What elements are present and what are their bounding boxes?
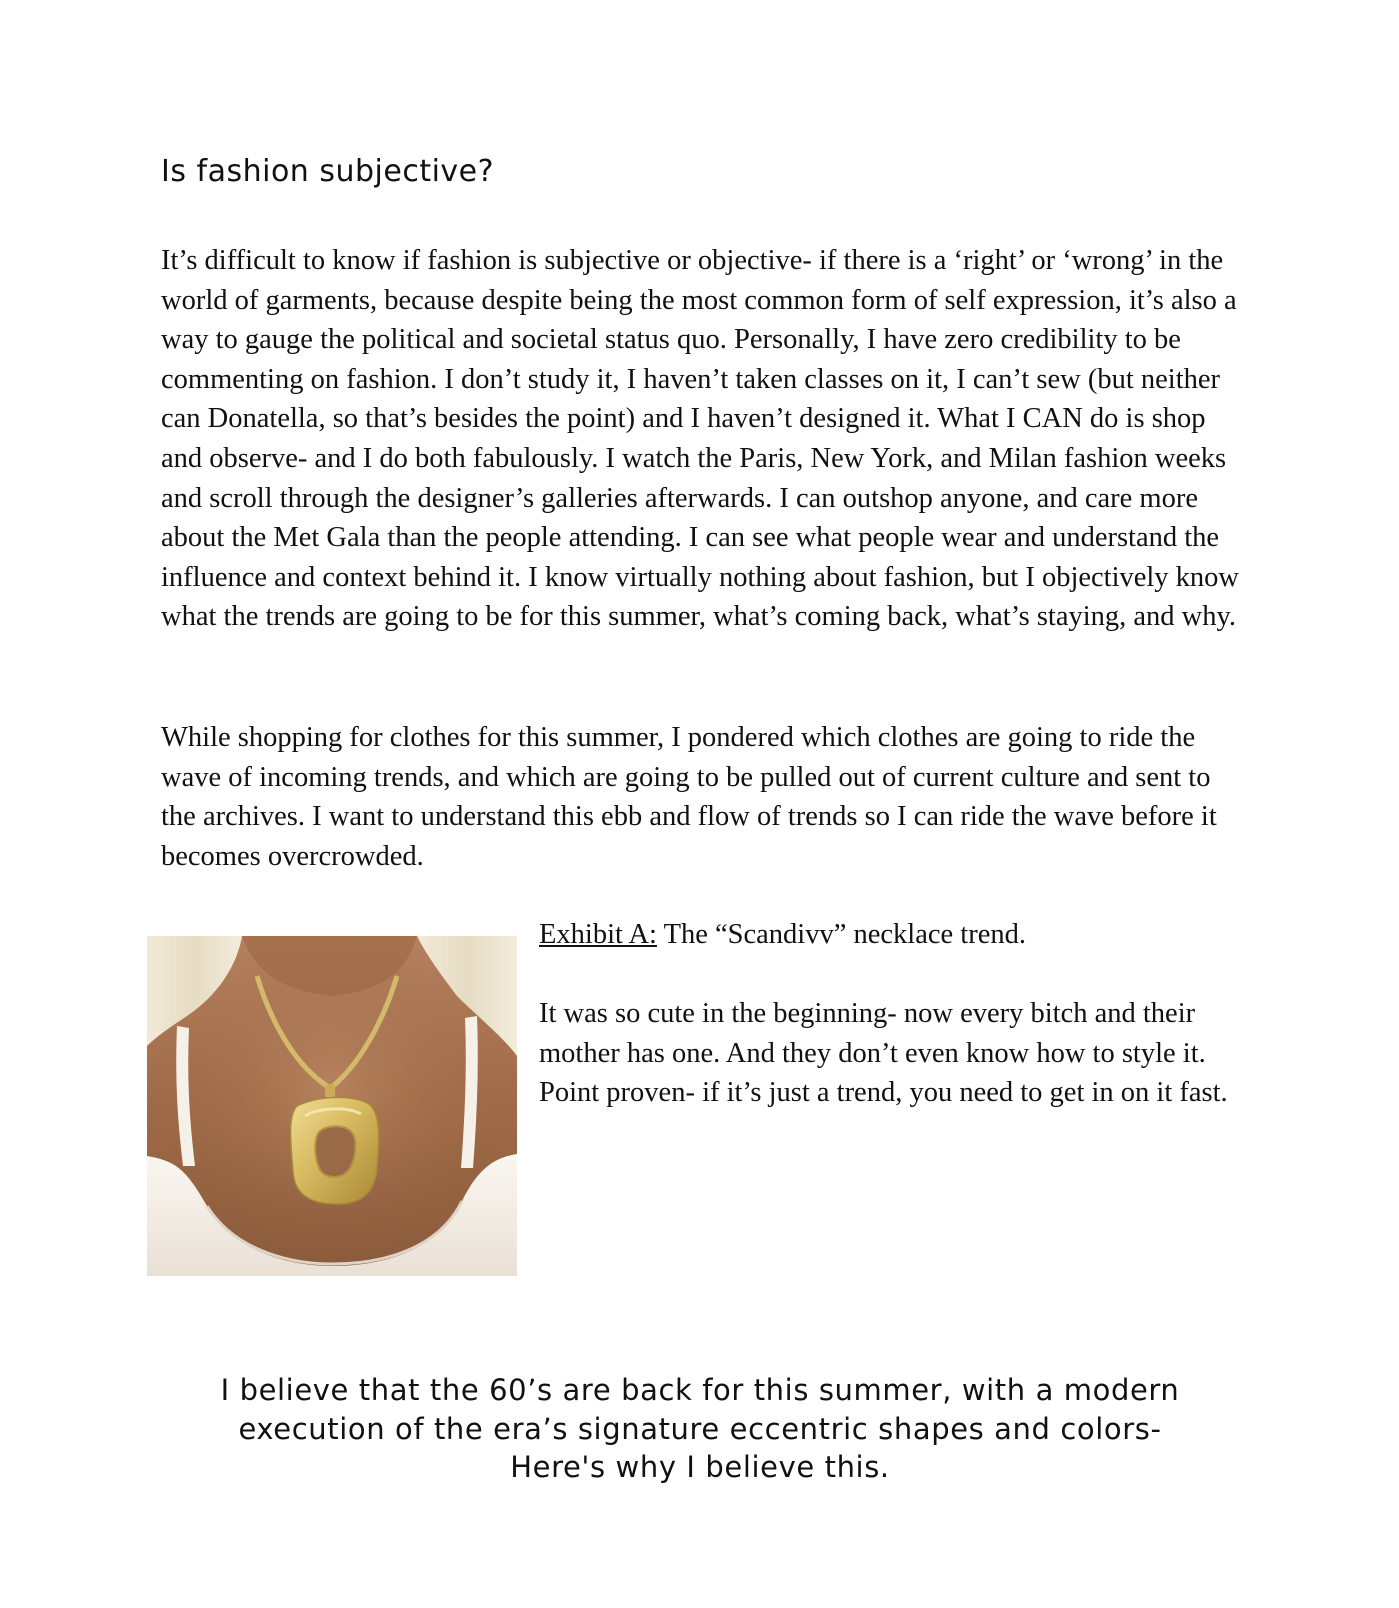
exhibit-caption [539, 915, 1259, 955]
exhibit-body: It was so cute in the beginning- now every bitch and their mother has one. And they don’t even know how to style it. Point proven- if it’s just a trend, you need to get in on it fast. [539, 998, 1228, 1109]
shopping-paragraph: While shopping for clothes for this summer, I pondered which clothes are going to ride the wave of incoming trends, and which are going to be pulled out of current culture and sent to the archives. I want to understand this ebb and flow of trends so I can ride the wave before it becomes overcrowded. [161, 722, 1217, 872]
exhibit-label: Exhibit A: [539, 919, 657, 950]
necklace-photo [147, 936, 517, 1276]
intro-paragraph: It’s difficult to know if fashion is subjective or objective- if there is a ‘right’ or ‘wrong’ in the world of garments, because despite being the most common form of self expression, it’s also a way to gauge the political and societal status quo. Personally, I have zero credibility to be commenting on fashion. I don’t study it, I haven’t taken classes on it, I can’t sew (but neither can Donatella, so that’s besides the point) and I haven’t designed it. What I CAN do is shop and observe- and I do both fabulously. I watch the Paris, New York, and Milan fashion weeks and scroll through the designer’s galleries afterwards. I can outshop anyone, and care more about the Met Gala than the people attending. I can see what people wear and understand the influence and context behind it. I know virtually nothing about fashion, but I objectively know what the trends are going to be for this summer, what’s coming back, what’s staying, and why. [161, 245, 1240, 633]
closing-line-2: execution of the era’s signature eccentric shapes and colors- [238, 1411, 1162, 1446]
closing-line-1: I believe that the 60’s are back for this summer, with a modern [220, 1373, 1180, 1407]
closing-line-3: Here's why I believe this. [510, 1450, 890, 1484]
exhibit-caption-text: The “Scandivv” necklace trend. [656, 919, 1026, 950]
page-title: Is fashion subjective? [161, 154, 495, 189]
closing-statement [150, 1371, 1250, 1487]
